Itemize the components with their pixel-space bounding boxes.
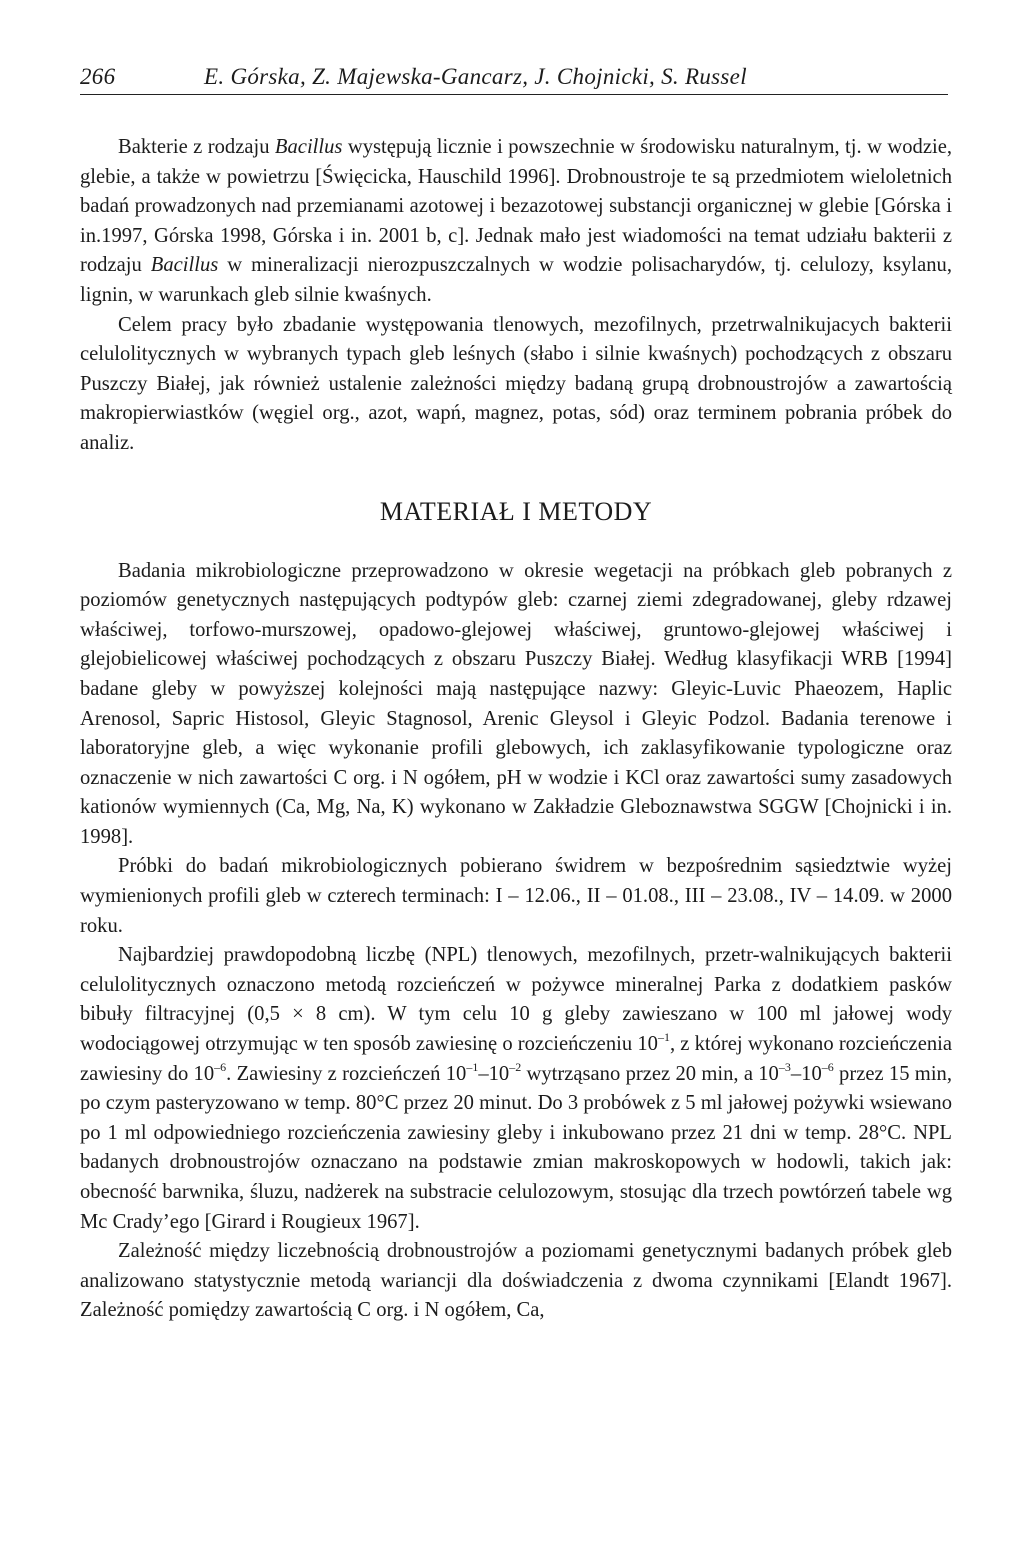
text-run: występują licznie i powszechnie w środowisku naturalnym, tj. w wodzie, glebie, a także w powietrzu [Święcicka, Hauschild 1996]. Drobnoustroje te są przedmiotem wieloletnich badań prowadzonych nad przemianami azotowej i bezazotowej substancji organicznej w glebie [Górska i in.1997, Górska 1998, Górska i in. 2001 b, c]. Jednak mało jest wiadomości na temat udziału bakterii z rodzaju xyxy=(80,136,952,277)
text-run: wytrząsano przez 20 min, a 10 xyxy=(521,1062,779,1085)
text-run: , z której wykonano rozcieńczenia zawiesiny do 10 xyxy=(80,1033,953,1085)
text-run: –10 xyxy=(478,1062,510,1085)
text-run: w mineralizacji nierozpuszczalnych w wodzie polisacharydów, tj. celulozy, ksylanu, lignin, w warunkach gleb silnie kwaśnych. xyxy=(80,254,952,306)
superscript: –1 xyxy=(657,1030,670,1045)
page-number: 266 xyxy=(80,64,116,89)
genus-name: Bacillus xyxy=(150,254,219,277)
text-run: . Zawiesiny z rozcieńczeń 10 xyxy=(226,1062,467,1085)
paragraph-methods-3 xyxy=(80,941,952,1237)
running-header xyxy=(80,62,948,95)
paragraph-methods-1: Badania mikrobiologiczne przeprowadzono w okresie wegetacji na próbkach gleb pobranych z poziomów genetycznych następujących podtypów gleb: czarnej ziemi zdegradowanej, gleby rdzawej właściwej, torfowo-murszowej, opadowo-glejowej właściwej, gruntowo-glejowej właściwej i glejobielicowej właściwej pochodzących z obszaru Puszczy Białej. Według klasyfikacji WRB [1994] badane gleby w powyższej kolejności mają następujące nazwy: Gleyic-Luvic Phaeozem, Haplic Arenosol, Sapric Histosol, Gleyic Stagnosol, Arenic Gleysol i Gleyic Podzol. Badania terenowe i laboratoryjne gleb, a więc wykonanie profili glebowych, ich zaklasyfikowanie typologiczne oraz oznaczenie w nich zawartości C org. i N ogółem, pH w wodzie i KCl oraz zawartości sumy zasadowych kationów wymiennych (Ca, Mg, Na, K) wykonano w Zakładzie Gleboznawstwa SGGW [Chojnicki i in. 1998]. xyxy=(80,559,952,848)
text-run: przez 15 min, po czym pasteryzowano w temp. 80°C przez 20 minut. Do 3 probówek z 5 ml jałowej pożywki wsiewano po 1 ml odpowiedniego rozcieńczenia zawiesiny gleby i inkubowano przez 21 dni w temp. 28°C. NPL badanych drobnoustrojów oznaczano na podstawie zmian makroskopowych w hodowli, takich jak: obecność barwnika, śluzu, nadżerek na substracie celulozowym, stosując dla trzech powtórzeń tabele wg Mc Crady’ego [Girard i Rougieux 1967]. xyxy=(80,1062,952,1233)
section-title: MATERIAŁ I METODY xyxy=(379,496,653,526)
genus-name: Bacillus xyxy=(274,136,343,158)
article-body xyxy=(80,133,952,1326)
text-run: Najbardziej prawdopodobną liczbę (NPL) tlenowych, mezofilnych, przetr-walnikujących bakterii celulolitycznych oznaczono metodą rozcieńczeń w pożywce mineralnej Parka z dodatkiem pasków bibuły filtracyjnej (0,5 × 8 cm). W tym celu 10 g gleby zawieszano w 100 ml jałowej wody wodociągowej otrzymując w ten sposób zawiesinę o rozcieńczeniu 10 xyxy=(80,944,952,1056)
paragraph-methods-2: Próbki do badań mikrobiologicznych pobierano świdrem w bezpośrednim sąsiedztwie wyżej wymienionych profili gleb w czterech terminach: I – 12.06., II – 01.08., III – 23.08., IV – 14.09. w 2000 roku. xyxy=(80,855,952,937)
paragraph-methods-4: Zależność między liczebnością drobnoustrojów a poziomami genetycznymi badanych próbek gleb analizowano statystycznie metodą wariancji dla doświadczenia z dwoma czynnikami [Elandt 1967]. Zależność pomiędzy zawartością C org. i N ogółem, Ca, xyxy=(80,1240,952,1322)
superscript: –6 xyxy=(821,1059,834,1074)
superscript: –1 xyxy=(466,1059,479,1074)
text-run: Bakterie z rodzaju xyxy=(118,136,275,158)
paragraph-intro-1 xyxy=(80,133,952,311)
superscript: –3 xyxy=(778,1059,791,1074)
superscript: –2 xyxy=(509,1059,522,1074)
paragraph-intro-2: Celem pracy było zbadanie występowania tlenowych, mezofilnych, przetrwalnikujacych bakterii celulolitycznych w wybranych typach gleb leśnych (słabo i silnie kwaśnych) pochodzących z obszaru Puszczy Białej, jak również ustalenie zależności między badaną grupą drobnoustrojów a zawartością makropierwiastków (węgiel org., azot, wapń, magnez, potas, sód) oraz terminem pobrania próbek do analiz. xyxy=(80,313,952,454)
superscript: –6 xyxy=(214,1059,227,1074)
running-authors: E. Górska, Z. Majewska-Gancarz, J. Chojnicki, S. Russel xyxy=(204,64,747,89)
text-run: –10 xyxy=(790,1062,822,1085)
